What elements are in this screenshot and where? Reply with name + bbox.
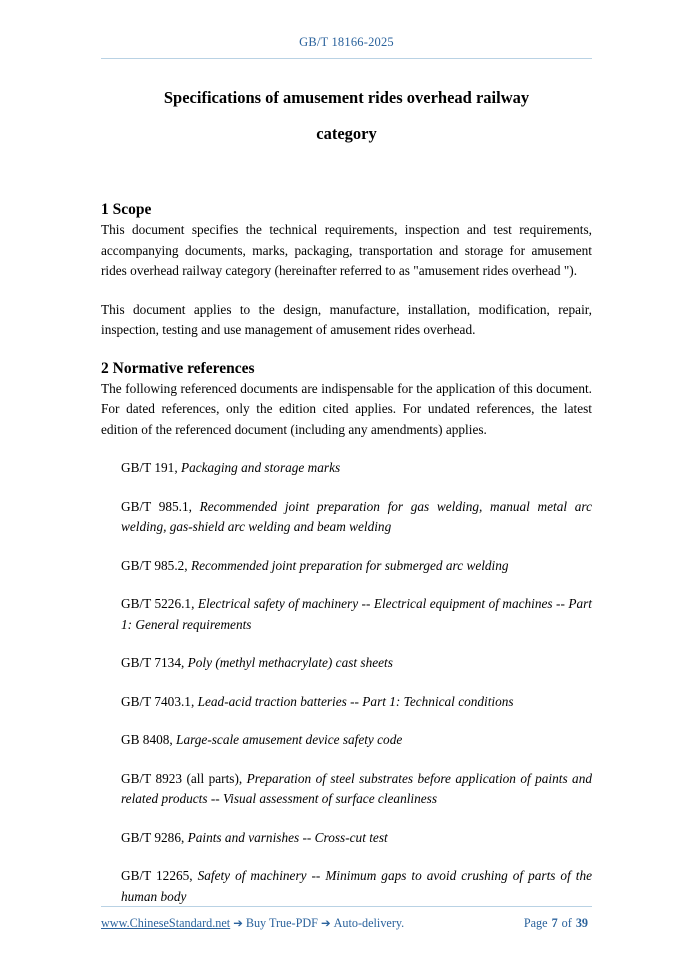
- reference-code: GB 8408,: [121, 732, 177, 747]
- reference-item: [121, 497, 592, 538]
- reference-title: Preparation of steel substrates before application of paints and related products -- Visual assessment of surface cleanliness: [121, 770, 592, 806]
- heading-scope: 1 Scope: [101, 201, 152, 218]
- reference-title: Large-scale amusement device safety code: [176, 732, 403, 747]
- reference-code: GB/T 8923 (all parts),: [121, 770, 247, 786]
- page-header: [101, 33, 592, 51]
- title-line-2: category: [316, 124, 377, 143]
- reference-title: Recommended joint preparation for submerged arc welding: [190, 557, 509, 573]
- heading-normative-references: 2 Normative references: [101, 359, 255, 377]
- reference-title: Electrical safety of machinery -- Electrical equipment of machines -- Part 1: General requirements: [121, 596, 592, 632]
- footer-divider: [101, 906, 592, 907]
- reference-title: Packaging and storage marks: [180, 460, 341, 475]
- footer-promo: [101, 916, 404, 931]
- document-body: [101, 200, 592, 925]
- reference-item: [121, 730, 592, 751]
- page-footer: [101, 916, 592, 931]
- reference-code: GB/T 9286,: [121, 829, 188, 845]
- page-number-indicator: [522, 916, 592, 931]
- reference-item: [121, 769, 592, 810]
- reference-code: GB/T 985.1,: [121, 498, 200, 514]
- total-page-number: 39: [575, 916, 588, 930]
- arrow-right-icon: ➔: [233, 916, 243, 930]
- reference-title: Lead-acid traction batteries -- Part 1: Technical conditions: [197, 693, 514, 709]
- current-page-number: 7: [551, 916, 558, 930]
- reference-item: [121, 866, 592, 907]
- reference-item: [121, 692, 592, 713]
- reference-code: GB/T 191,: [121, 460, 181, 475]
- reference-item: [121, 556, 592, 577]
- page-title: [101, 80, 592, 152]
- normative-reference-list: [101, 458, 592, 907]
- footer-promo-text-1: Buy True-PDF: [245, 916, 318, 930]
- reference-code: GB/T 12265,: [121, 868, 198, 883]
- footer-promo-text-2: Auto-delivery.: [333, 916, 405, 930]
- scope-paragraph-1: This document specifies the technical requirements, inspection and test requirements, accompanying documents, marks, packaging, transportation and storage for amusement rides overhead railway category (hereinafter referred to as "amusement rides overhead ").: [101, 222, 592, 278]
- standard-code: GB/T 18166-2025: [299, 35, 394, 49]
- reference-code: GB/T 7403.1,: [121, 693, 198, 709]
- reference-item: [121, 458, 592, 479]
- normative-references-intro: The following referenced documents are indispensable for the application of this document. For dated references, only the edition cited applies. For undated references, the latest edition of the referenced document (including any amendments) applies.: [101, 380, 592, 437]
- arrow-right-icon: ➔: [320, 916, 331, 930]
- title-line-1: Specifications of amusement rides overhead railway: [163, 88, 530, 107]
- of-label: of: [561, 916, 572, 930]
- reference-item: [121, 594, 592, 635]
- reference-code: GB/T 5226.1,: [121, 596, 198, 611]
- page-label: Page: [523, 916, 548, 930]
- reference-title: Paints and varnishes -- Cross-cut test: [187, 829, 388, 845]
- reference-code: GB/T 7134,: [121, 655, 188, 670]
- reference-title: Poly (methyl methacrylate) cast sheets: [187, 655, 393, 670]
- website-link[interactable]: www.ChineseStandard.net: [101, 916, 231, 930]
- reference-title: Safety of machinery -- Minimum gaps to avoid crushing of parts of the human body: [121, 868, 593, 904]
- scope-paragraph-2: This document applies to the design, manufacture, installation, modification, repair, inspection, testing and use management of amusement rides overhead.: [101, 301, 592, 337]
- reference-code: GB/T 985.2,: [121, 557, 191, 573]
- header-divider: [101, 58, 592, 59]
- reference-title: Recommended joint preparation for gas welding, manual metal arc welding, gas-shield arc welding and beam welding: [121, 498, 592, 534]
- reference-item: [121, 653, 592, 674]
- reference-item: [121, 828, 592, 849]
